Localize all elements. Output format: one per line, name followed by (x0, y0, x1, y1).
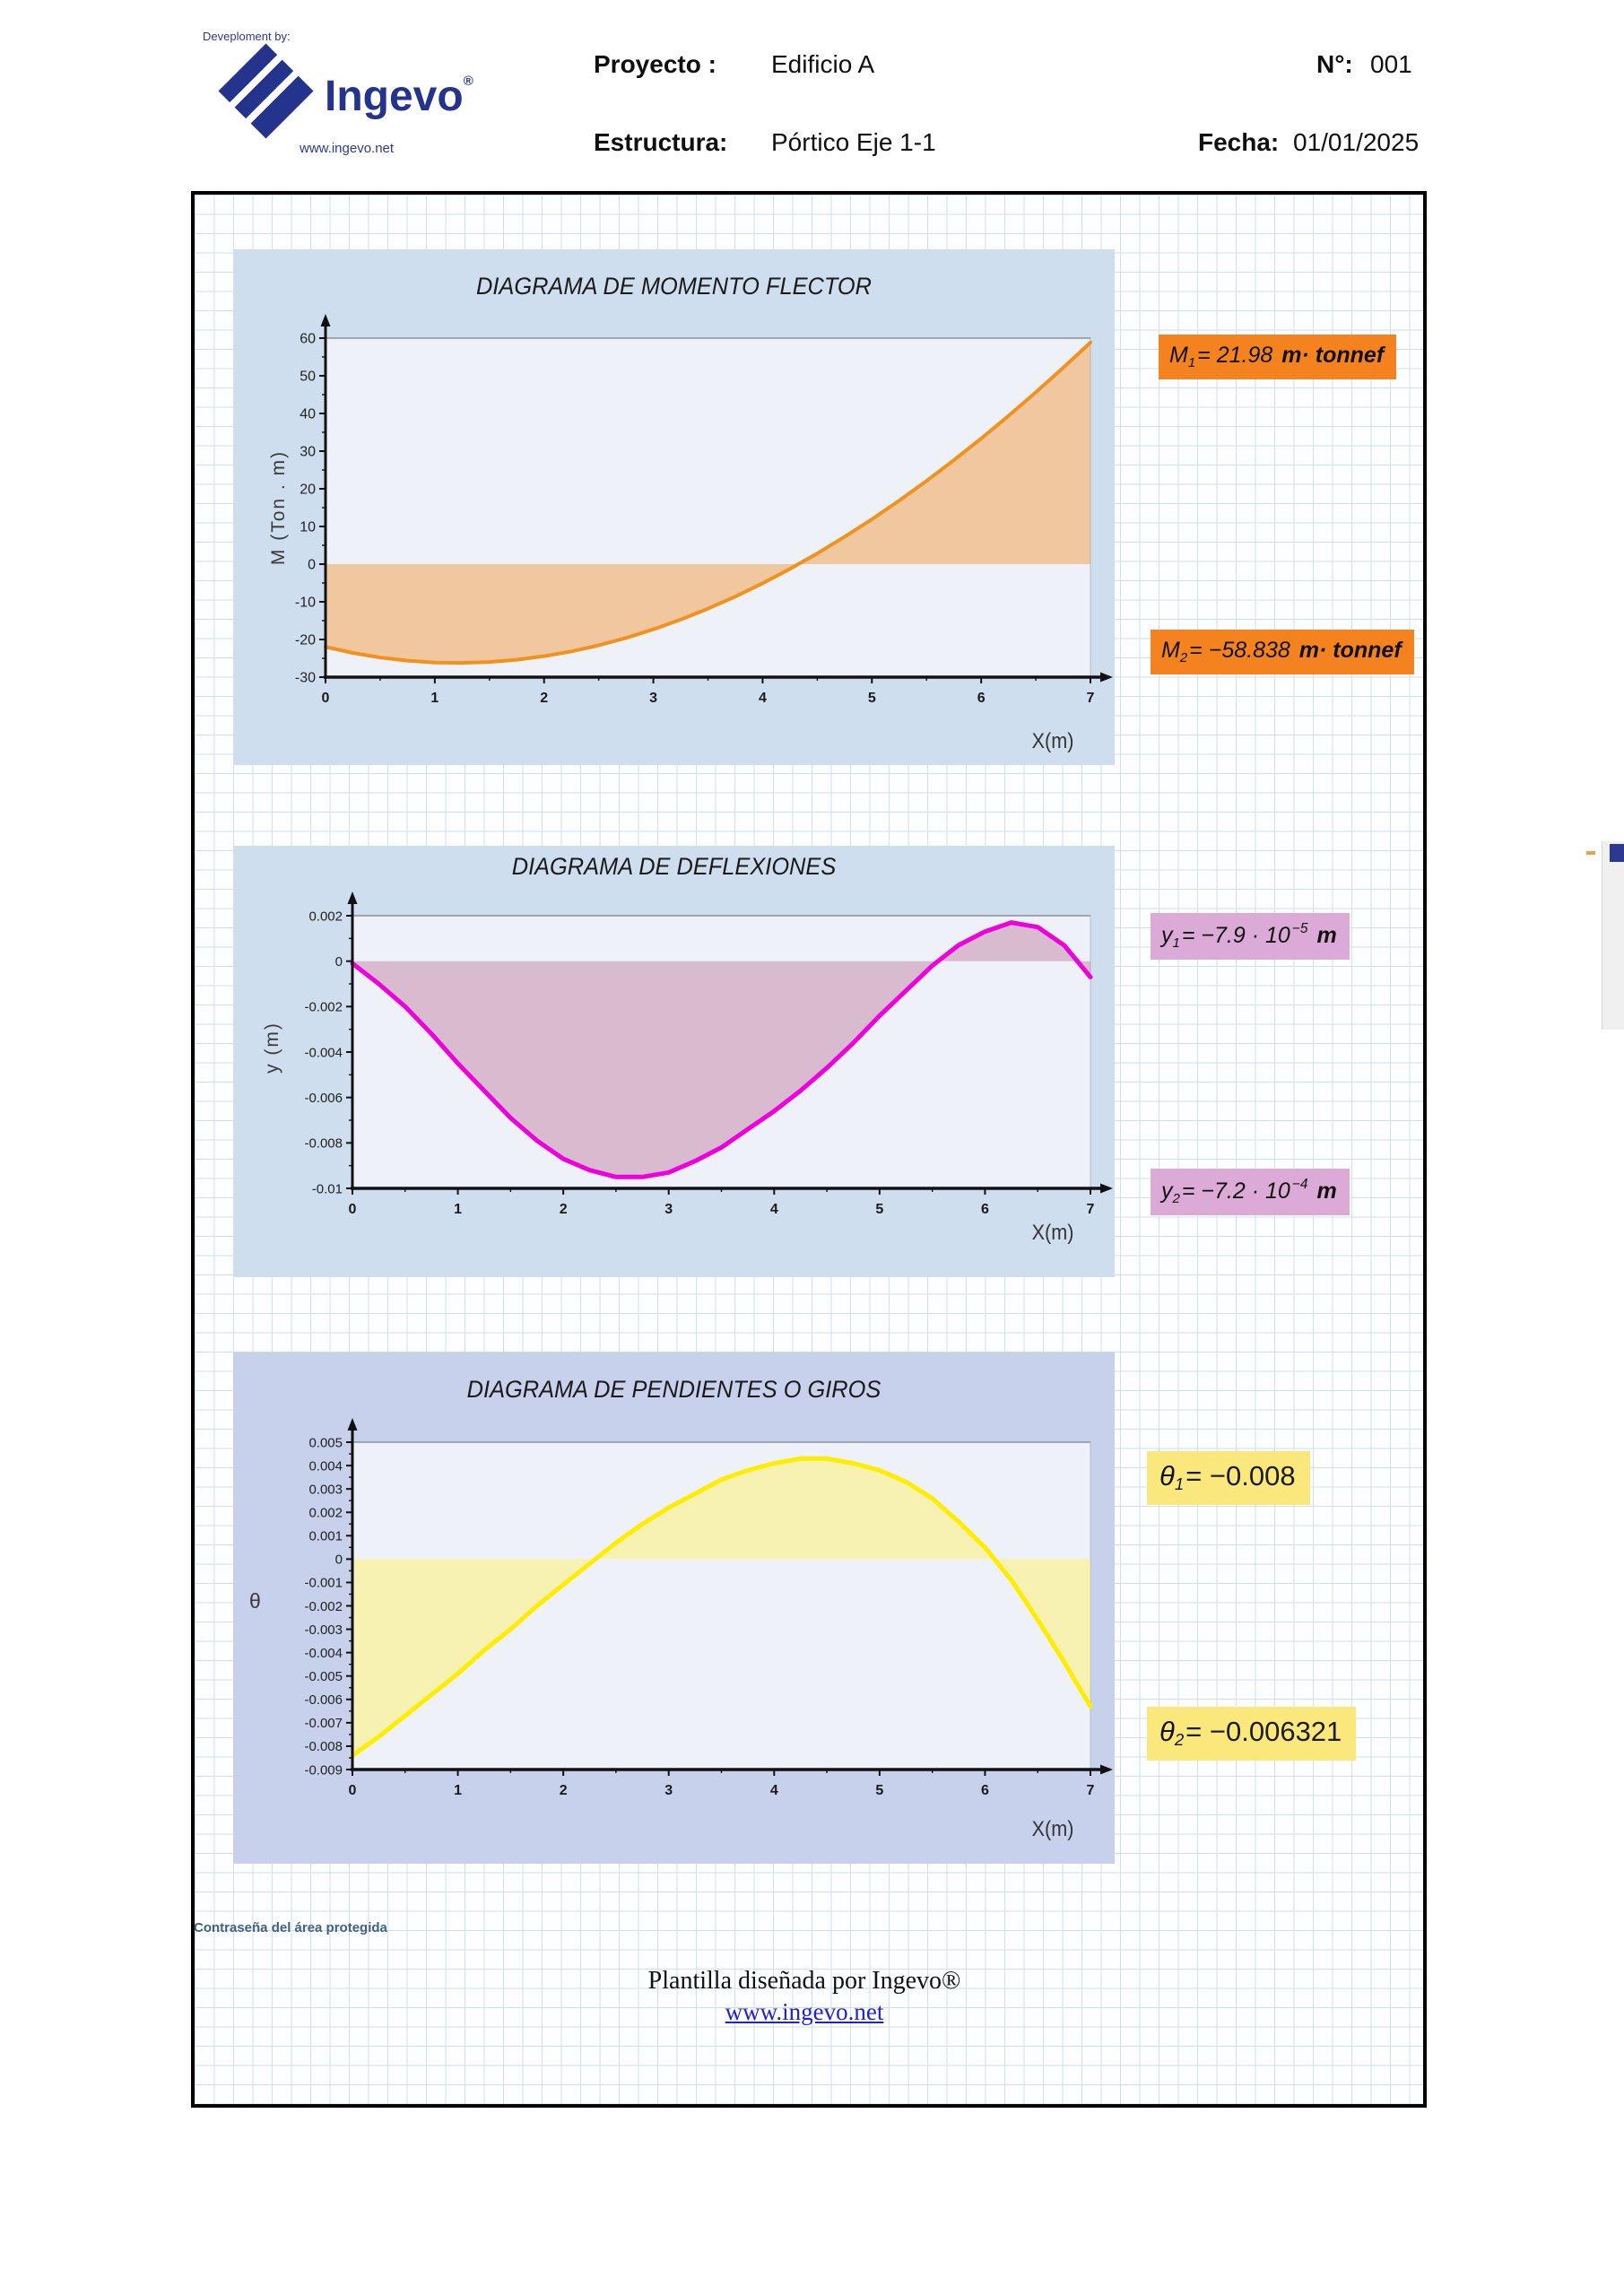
svg-text:10: 10 (300, 519, 316, 535)
svg-text:4: 4 (758, 691, 767, 706)
svg-text:-0.008: -0.008 (304, 1739, 343, 1755)
var: y (1161, 923, 1173, 948)
exponent: −5 (1291, 921, 1308, 936)
unit: m (1316, 923, 1337, 948)
svg-text:-0.002: -0.002 (304, 999, 343, 1015)
svg-text:7: 7 (1086, 1202, 1095, 1217)
result-y2[interactable] (1151, 1169, 1350, 1215)
registered-mark: ® (463, 74, 473, 89)
result-m1[interactable] (1159, 335, 1396, 379)
svg-text:0.002: 0.002 (308, 909, 343, 925)
sub: 2 (1179, 650, 1188, 665)
chart-panel-momento-flector (233, 249, 1115, 765)
svg-text:0: 0 (321, 691, 330, 706)
value: = −58.838 (1189, 638, 1290, 663)
date-label: Fecha: (1198, 128, 1280, 156)
svg-text:3: 3 (649, 691, 658, 706)
value: = −0.008 (1185, 1460, 1296, 1492)
structure-value[interactable]: Pórtico Eje 1-1 (771, 128, 936, 156)
svg-text:0.003: 0.003 (308, 1482, 343, 1498)
protected-area-note: Contraseña del área protegida (194, 1920, 387, 1935)
brand-name: Ingevo® (325, 73, 473, 120)
svg-text:2: 2 (540, 691, 549, 706)
project-value[interactable]: Edificio A (771, 50, 875, 78)
value: = −0.006321 (1185, 1716, 1342, 1747)
svg-text:3: 3 (664, 1783, 673, 1798)
y-axis-label: θ (249, 1589, 261, 1613)
svg-text:20: 20 (300, 482, 316, 498)
svg-text:1: 1 (430, 691, 439, 706)
svg-text:-0.005: -0.005 (304, 1668, 343, 1684)
svg-text:0.001: 0.001 (308, 1528, 343, 1544)
value: = −7.9 · 10 (1181, 923, 1290, 948)
svg-text:1: 1 (454, 1202, 463, 1217)
structure-label: Estructura: (594, 128, 728, 156)
svg-text:6: 6 (977, 691, 986, 706)
date-value[interactable]: 01/01/2025 (1293, 128, 1420, 156)
svg-text:-0.004: -0.004 (304, 1045, 343, 1061)
svg-text:0: 0 (348, 1783, 357, 1798)
svg-text:7: 7 (1086, 1783, 1095, 1798)
template-credit: Plantilla diseñada por Ingevo® (647, 1967, 961, 1995)
svg-text:0.005: 0.005 (308, 1435, 343, 1451)
svg-text:7: 7 (1086, 691, 1095, 706)
svg-text:0: 0 (334, 953, 343, 970)
svg-text:-0.007: -0.007 (304, 1716, 343, 1732)
project-label: Proyecto : (594, 50, 716, 78)
svg-text:1: 1 (454, 1783, 463, 1798)
var: θ (1159, 1716, 1175, 1747)
unit: m· tonnef (1281, 343, 1385, 368)
chart-title: DIAGRAMA DE PENDIENTES O GIROS (466, 1376, 881, 1403)
slope-plot (233, 1352, 1115, 1864)
svg-text:60: 60 (300, 331, 316, 347)
svg-text:-0.003: -0.003 (304, 1622, 343, 1638)
svg-text:5: 5 (875, 1202, 884, 1217)
svg-text:-0.004: -0.004 (304, 1645, 343, 1661)
var: θ (1159, 1460, 1175, 1492)
value: = −7.2 · 10 (1181, 1178, 1290, 1204)
result-theta2[interactable] (1147, 1707, 1356, 1761)
sub: 1 (1187, 355, 1196, 370)
svg-text:0: 0 (334, 1552, 343, 1568)
svg-text:-0.01: -0.01 (311, 1181, 343, 1197)
var: M (1161, 638, 1180, 663)
svg-text:30: 30 (300, 444, 316, 460)
svg-text:0.004: 0.004 (308, 1458, 343, 1474)
deflection-plot (233, 846, 1115, 1277)
svg-text:6: 6 (980, 1783, 989, 1798)
brand-site-url[interactable]: www.ingevo.net (300, 141, 395, 156)
svg-text:0: 0 (348, 1202, 357, 1217)
result-m2[interactable] (1151, 630, 1414, 674)
y-axis-label: y (m) (262, 1022, 282, 1074)
svg-text:-0.006: -0.006 (304, 1090, 343, 1106)
svg-text:-20: -20 (294, 632, 316, 648)
chart-title: DIAGRAMA DE MOMENTO FLECTOR (476, 273, 872, 300)
svg-text:50: 50 (300, 369, 316, 385)
chart-panel-pendientes-giros (233, 1352, 1115, 1864)
result-theta1[interactable] (1147, 1451, 1310, 1505)
sub: 2 (1172, 1191, 1180, 1206)
svg-text:2: 2 (559, 1783, 568, 1798)
ingevo-link[interactable]: www.ingevo.net (725, 1998, 884, 2025)
svg-text:-0.006: -0.006 (304, 1692, 343, 1709)
cutoff-side-panel (1602, 841, 1624, 1030)
svg-text:4: 4 (769, 1783, 778, 1798)
sub: 1 (1174, 1474, 1185, 1493)
number-label: N°: (1316, 50, 1353, 78)
svg-text:-0.008: -0.008 (304, 1135, 343, 1152)
developed-by-label: Deveploment by: (203, 30, 291, 43)
chart-panel-deflexiones (233, 846, 1115, 1277)
x-axis-label: X(m) (1031, 1221, 1074, 1245)
sub: 2 (1174, 1730, 1185, 1749)
moment-plot (233, 249, 1115, 765)
var: M (1169, 343, 1188, 368)
x-axis-label: X(m) (1031, 1817, 1074, 1841)
svg-text:5: 5 (867, 691, 876, 706)
unit: m (1316, 1178, 1337, 1204)
cutoff-panel-chip[interactable] (1610, 844, 1624, 862)
svg-text:40: 40 (300, 406, 316, 422)
svg-text:-0.001: -0.001 (304, 1575, 343, 1591)
svg-text:5: 5 (875, 1783, 884, 1798)
svg-text:-0.002: -0.002 (304, 1598, 343, 1614)
value: = 21.98 (1197, 343, 1273, 368)
svg-text:0: 0 (308, 557, 316, 573)
var: y (1161, 1178, 1173, 1204)
sub: 1 (1172, 935, 1180, 951)
cutoff-panel-dash-icon (1586, 851, 1595, 855)
svg-text:3: 3 (664, 1202, 673, 1217)
unit: m· tonnef (1298, 638, 1402, 663)
chart-title: DIAGRAMA DE DEFLEXIONES (511, 853, 837, 880)
y-axis-label: M (Ton . m) (268, 449, 289, 566)
svg-text:2: 2 (559, 1202, 568, 1217)
svg-text:6: 6 (980, 1202, 989, 1217)
ingevo-logo-icon (218, 43, 313, 138)
x-axis-label: X(m) (1031, 729, 1074, 753)
svg-text:-0.009: -0.009 (304, 1762, 343, 1779)
svg-text:0.002: 0.002 (308, 1505, 343, 1521)
svg-text:4: 4 (769, 1202, 778, 1217)
number-value[interactable]: 001 (1370, 50, 1412, 78)
result-y1[interactable] (1151, 913, 1350, 960)
svg-text:-30: -30 (294, 670, 316, 686)
svg-text:-10: -10 (294, 595, 316, 611)
exponent: −4 (1291, 1177, 1308, 1192)
